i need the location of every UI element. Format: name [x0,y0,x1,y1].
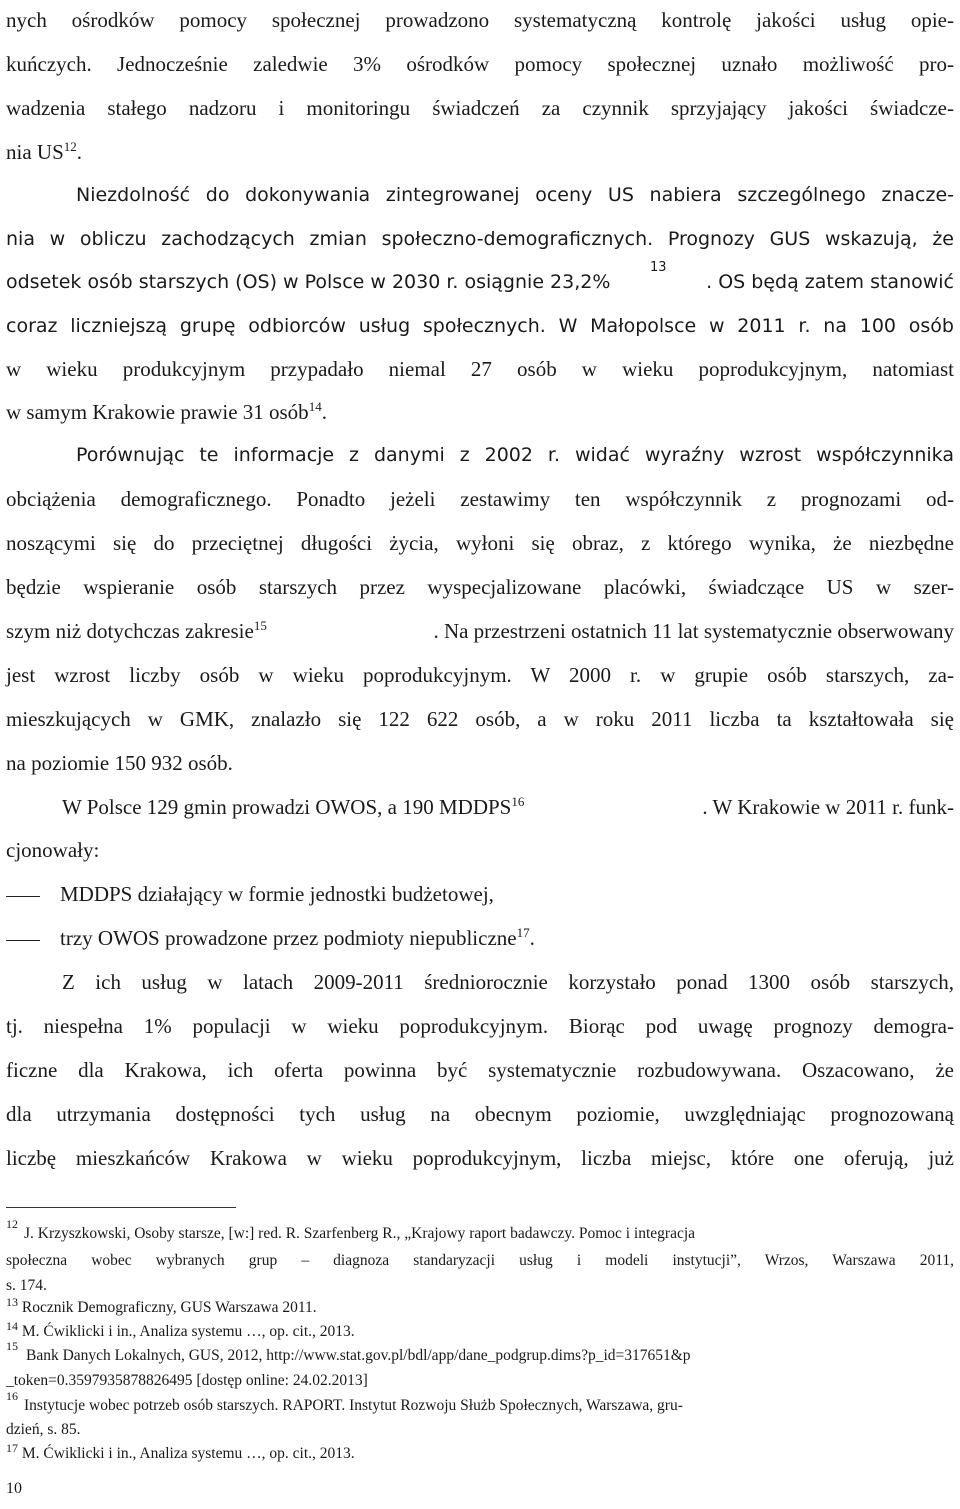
dash-bullet [6,940,40,941]
body-line [6,617,954,645]
body-line: ficzne dla Krakowa, ich oferta powinna być systematycznie rozbudowywana. Oszacowano, że [6,1058,954,1082]
footnote-text: J. Krzyszkowski, Osoby starsze, [w:] red. R. Szarfenberg R., „Krajowy raport badawczy. Pomoc i integracja [24,1225,696,1242]
list-item-text: trzy OWOS prowadzone przez podmioty niepubliczne [60,926,517,950]
list-item: trzy OWOS prowadzone przez podmioty niepubliczne$^{17}$. [6,924,954,952]
footnote-13: $^{13}$ Rocznik Demograficzny, GUS Warszawa 2011. [6,1294,317,1316]
body-line: Z ich usług w latach 2009-2011 średniorocznie korzystało ponad 1300 osób starszych, [62,970,954,994]
body-text: . Na przestrzeni ostatnich 11 lat systematycznie obserwowany [433,619,954,643]
footnote-text: Rocznik Demograficzny, GUS Warszawa 2011. [21,1299,317,1316]
footnote-text: M. Ćwiklicki i in., Analiza systemu …, op. cit., 2013. [21,1445,355,1462]
list-item-text: MDDPS działający w formie jednostki budżetowej, [60,882,494,906]
footnote-17: $^{17}$ M. Ćwiklicki i in., Analiza systemu …, op. cit., 2013. [6,1440,355,1462]
body-text: . W Krakowie w 2011 r. funk- [702,795,954,819]
footnote-text: M. Ćwiklicki i in., Analiza systemu …, op. cit., 2013. [21,1323,355,1340]
footnote-ref: 13 [650,260,667,275]
body-text: nia US [6,140,64,164]
body-line: obciążenia demograficznego. Ponadto jeżeli zestawimy ten współczynnik z prognozami od- [6,487,954,511]
body-line: tj. niespełna 1% populacji w wieku poprodukcyjnym. Biorąc pod uwagę prognozy demogra- [6,1014,954,1038]
body-line: Porównując te informacje z danymi z 2002 r. widać wyraźny wzrost współczynnika [76,444,954,466]
footnote-text: s. 174. [6,1277,47,1294]
body-line: nia w obliczu zachodzących zmian społeczno-demograficznych. Prognozy GUS wskazują, że [6,228,954,250]
body-line: będzie wspieranie osób starszych przez wyspecjalizowane placówki, świadczące US w szer- [6,575,954,599]
body-line: Niezdolność do dokonywania zintegrowanej oceny US nabiera szczególnego znacze- [76,184,954,206]
body-line: nia US$^{12}$. [6,139,82,164]
body-line: kuńczych. Jednocześnie zaledwie 3% ośrodków pomocy społecznej uznało możliwość pro- [6,52,954,76]
footnote-12: 12 J. Krzyszkowski, Osoby starsze, [w:] red. R. Szarfenberg R., „Krajowy raport badawczy. Pomoc i integracja [6,1217,696,1242]
body-text: W Polsce 129 gmin prowadzi OWOS, a 190 MDDPS [62,795,512,819]
body-line: noszącymi się do przeciętnej długości życia, wyłoni się obraz, z którego wynika, że niezbędne [6,531,954,555]
dash-bullet [6,896,40,897]
footnote-text: _token=0.3597935878826495 [dostęp online: 24.02.2013] [6,1372,368,1389]
body-line: jest wzrost liczby osób w wieku poprodukcyjnym. W 2000 r. w grupie osób starszych, za- [6,663,954,687]
body-line [6,260,954,296]
footnote-text: społeczna wobec wybranych grup – diagnoza standaryzacji usług i modeli instytucji”, Wrzos, Warszawa 2011, [6,1252,954,1269]
body-line: wadzenia stałego nadzoru i monitoringu świadczeń za czynnik sprzyjający jakości świadcze- [6,96,954,120]
footnote-14: $^{14}$ M. Ćwiklicki i in., Analiza systemu …, op. cit., 2013. [6,1318,355,1340]
body-line: w samym Krakowie prawie 31 osób$^{14}$. [6,399,327,424]
body-text: w samym Krakowie prawie 31 osób [6,400,309,424]
body-line: w wieku produkcyjnym przypadało niemal 27 osób w wieku poprodukcyjnym, natomiast [6,357,954,381]
footnote-text: Instytucje wobec potrzeb osób starszych. RAPORT. Instytut Rozwoju Służb Społecznych, Warszawa, gru- [24,1397,683,1414]
body-text: szym niż dotychczas zakresie [6,619,254,643]
footnote-15: 15 Bank Danych Lokalnych, GUS, 2012, http://www.stat.gov.pl/bdl/app/dane_podgrup.dims?p_id=317651&p [6,1339,691,1364]
footnote-ref: 15 [253,618,267,633]
body-line: nych ośrodków pomocy społecznej prowadzono systematyczną kontrolę jakości usług opie- [6,8,954,32]
footnote-ref: 14 [308,399,322,414]
page-number: 10 [6,1480,22,1497]
body-text: odsetek osób starszych (OS) w Polsce w 2030 r. osiągnie 23,2% [6,271,611,293]
footnote-link[interactable]: Bank Danych Lokalnych, GUS, 2012, http://www.stat.gov.pl/bdl/app/dane_podgrup.dims?p_id=317651&p [26,1347,691,1364]
body-line: coraz liczniejszą grupę odbiorców usług społecznych. W Małopolsce w 2011 r. na 100 osób [6,315,954,337]
footnote-ref: 17 [516,925,530,940]
body-line: cjonowały: [6,838,100,862]
footnote-separator [6,1207,236,1208]
body-text: . OS będą zatem stanowić [706,271,954,293]
body-line: liczbę mieszkańców Krakowa w wieku poprodukcyjnym, liczba miejsc, które one oferują, już [6,1146,954,1170]
body-line: na poziomie 150 932 osób. [6,751,233,775]
footnote-ref: 12 [63,139,77,154]
footnote-text: dzień, s. 85. [6,1421,81,1438]
body-line: mieszkujących w GMK, znalazło się 122 622 osób, a w roku 2011 liczba ta kształtowała się [6,707,954,731]
body-line: dla utrzymania dostępności tych usług na obecnym poziomie, uwzględniając prognozowaną [6,1102,954,1126]
list-item [6,880,954,908]
body-line [62,793,954,821]
footnote-16: 16 Instytucje wobec potrzeb osób starszych. RAPORT. Instytut Rozwoju Służb Społecznych, Warszawa, gru- [6,1389,683,1414]
footnote-ref: 16 [511,794,525,809]
